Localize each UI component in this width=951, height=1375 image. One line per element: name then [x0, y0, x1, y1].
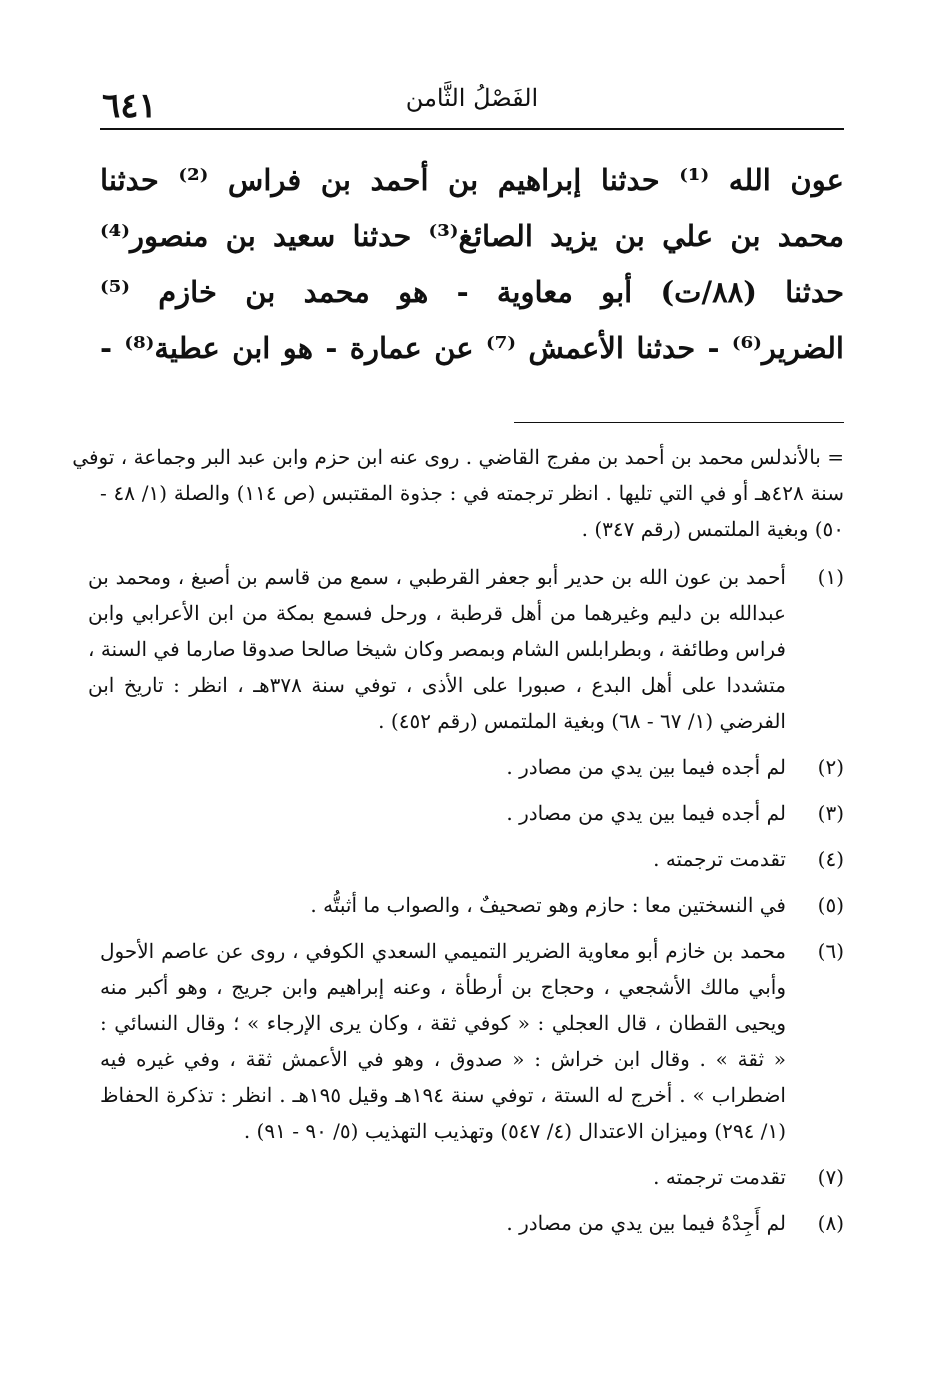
footnote-line: ٥٠) وبغية الملتمس (رقم ٣٤٧) .: [581, 517, 844, 541]
footnote-number: (٧): [817, 1165, 844, 1189]
main-text-line: حدثنا (٨٨/ت) أبو معاوية - هو محمد بن خازم ⁽⁵⁾: [100, 275, 844, 309]
footnote-line: ويحيى القطان ، قال العجلي : « كوفي ثقة ، وكان يرى الإرجاء » ؛ وقال النسائي :: [100, 1011, 786, 1035]
footnote-line: اضطراب » . أخرج له الستة ، توفي سنة ١٩٤هـ وقيل ١٩٥هـ . انظر : تذكرة الحفاظ: [100, 1083, 786, 1107]
footnote-line: (١/ ٢٩٤) وميزان الاعتدال (٤/ ٥٤٧) وتهذيب التهذيب (٥/ ٩٠ - ٩١) .: [243, 1119, 786, 1143]
footnote-text: [100, 1159, 786, 1195]
footnote-7: [100, 1159, 844, 1195]
footnote-text: [88, 559, 786, 739]
footnote-number: (٦): [817, 939, 844, 963]
footnote-5: [100, 887, 844, 923]
main-text: [100, 152, 844, 376]
footnote-4: [100, 841, 844, 877]
footnote-number: (٣): [817, 801, 844, 825]
header-rule: [100, 128, 844, 130]
page-number: ٦٤١: [102, 86, 157, 126]
footnote-line: لم أَجِدْهُ فيما بين يدي من مصادر .: [506, 1211, 786, 1235]
book-page: [72, 66, 845, 1251]
footnote-3: [100, 795, 844, 831]
footnote-line: الفرضي (١/ ٦٧ - ٦٨) وبغية الملتمس (رقم ٤٥٢) .: [378, 709, 786, 733]
footnote-separator: [514, 422, 844, 423]
footnote-line: متشددا على أهل البدع ، صبورا على الأذى ، توفي سنة ٣٧٨هـ ، انظر : تاريخ ابن: [88, 673, 786, 697]
footnote-number: (١): [817, 565, 844, 589]
footnote-2: [100, 749, 844, 785]
footnote-1: [88, 559, 844, 739]
footnote-line: سنة ٤٢٨هـ أو في التي تليها . انظر ترجمته في : جذوة المقتبس (ص ١١٤) والصلة (١/ ٤٨ -: [100, 481, 844, 505]
chapter-title: الفَصْلُ الثَّامن: [405, 84, 539, 112]
footnote-text: [100, 841, 786, 877]
footnote-line: محمد بن خازم أبو معاوية الضرير التميمي السعدي الكوفي ، روى عن عاصم الأحول: [100, 939, 786, 963]
footnotes: [72, 439, 844, 1241]
footnote-line: لم أجده فيما بين يدي من مصادر .: [506, 801, 786, 825]
footnote-line: وأبي مالك الأشجعي ، وحجاج بن أرطأة ، وعنه إبراهيم وابن جريج ، وهو أكبر منه: [100, 975, 786, 999]
footnote-number: (٨): [817, 1211, 844, 1235]
footnote-line: أحمد بن عون الله بن حدير أبو جعفر القرطبي ، سمع من قاسم بن أصبغ ، ومحمد بن: [88, 565, 786, 589]
footnote-6: [100, 933, 844, 1149]
footnote-text: [100, 933, 786, 1149]
footnote-8: [100, 1205, 844, 1241]
footnote-text: [100, 749, 786, 785]
footnote-line: في النسختين معا : حازم وهو تصحيفٌ ، والصواب ما أثبتُّه .: [310, 893, 786, 917]
footnote-number: (٢): [817, 755, 844, 779]
main-text-line: محمد بن علي بن يزيد الصائغ⁽³⁾ حدثنا سعيد بن منصور⁽⁴⁾: [100, 219, 845, 253]
footnote-number: (٥): [817, 893, 844, 917]
footnote-line: تقدمت ترجمته .: [653, 847, 786, 871]
footnote-text: [100, 1205, 786, 1241]
main-text-line: عون الله ⁽¹⁾ حدثنا إبراهيم بن أحمد بن فراس ⁽²⁾ حدثنا: [100, 163, 844, 197]
page-header: [100, 66, 844, 126]
footnote-line: تقدمت ترجمته .: [653, 1165, 786, 1189]
footnote-line: عبدالله بن دليم وغيرهما من أهل قرطبة ، ورحل فسمع بمكة من ابن الأعرابي وابن: [88, 601, 786, 625]
footnote-text: [100, 887, 786, 923]
footnote-line: = بالأندلس محمد بن أحمد بن مفرج القاضي . روى عنه ابن حزم وابن عبد البر وجماعة ، توفي: [72, 445, 844, 469]
footnote-number: (٤): [817, 847, 844, 871]
footnote-text: [100, 795, 786, 831]
main-text-line: الضرير⁽⁶⁾ - حدثنا الأعمش ⁽⁷⁾ عن عمارة - هو ابن عطية⁽⁸⁾ -: [100, 331, 844, 365]
footnote-line: لم أجده فيما بين يدي من مصادر .: [506, 755, 786, 779]
footnote-continuation: [72, 439, 844, 547]
footnote-line: فراس وطائفة ، وبطرابلس الشام وبمصر وكان شيخا صالحا صدوقا صارما في السنة ،: [88, 637, 786, 661]
footnote-line: « ثقة » . وقال ابن خراش : « صدوق ، وهو في الأعمش ثقة ، وفي غيره فيه: [100, 1047, 786, 1071]
